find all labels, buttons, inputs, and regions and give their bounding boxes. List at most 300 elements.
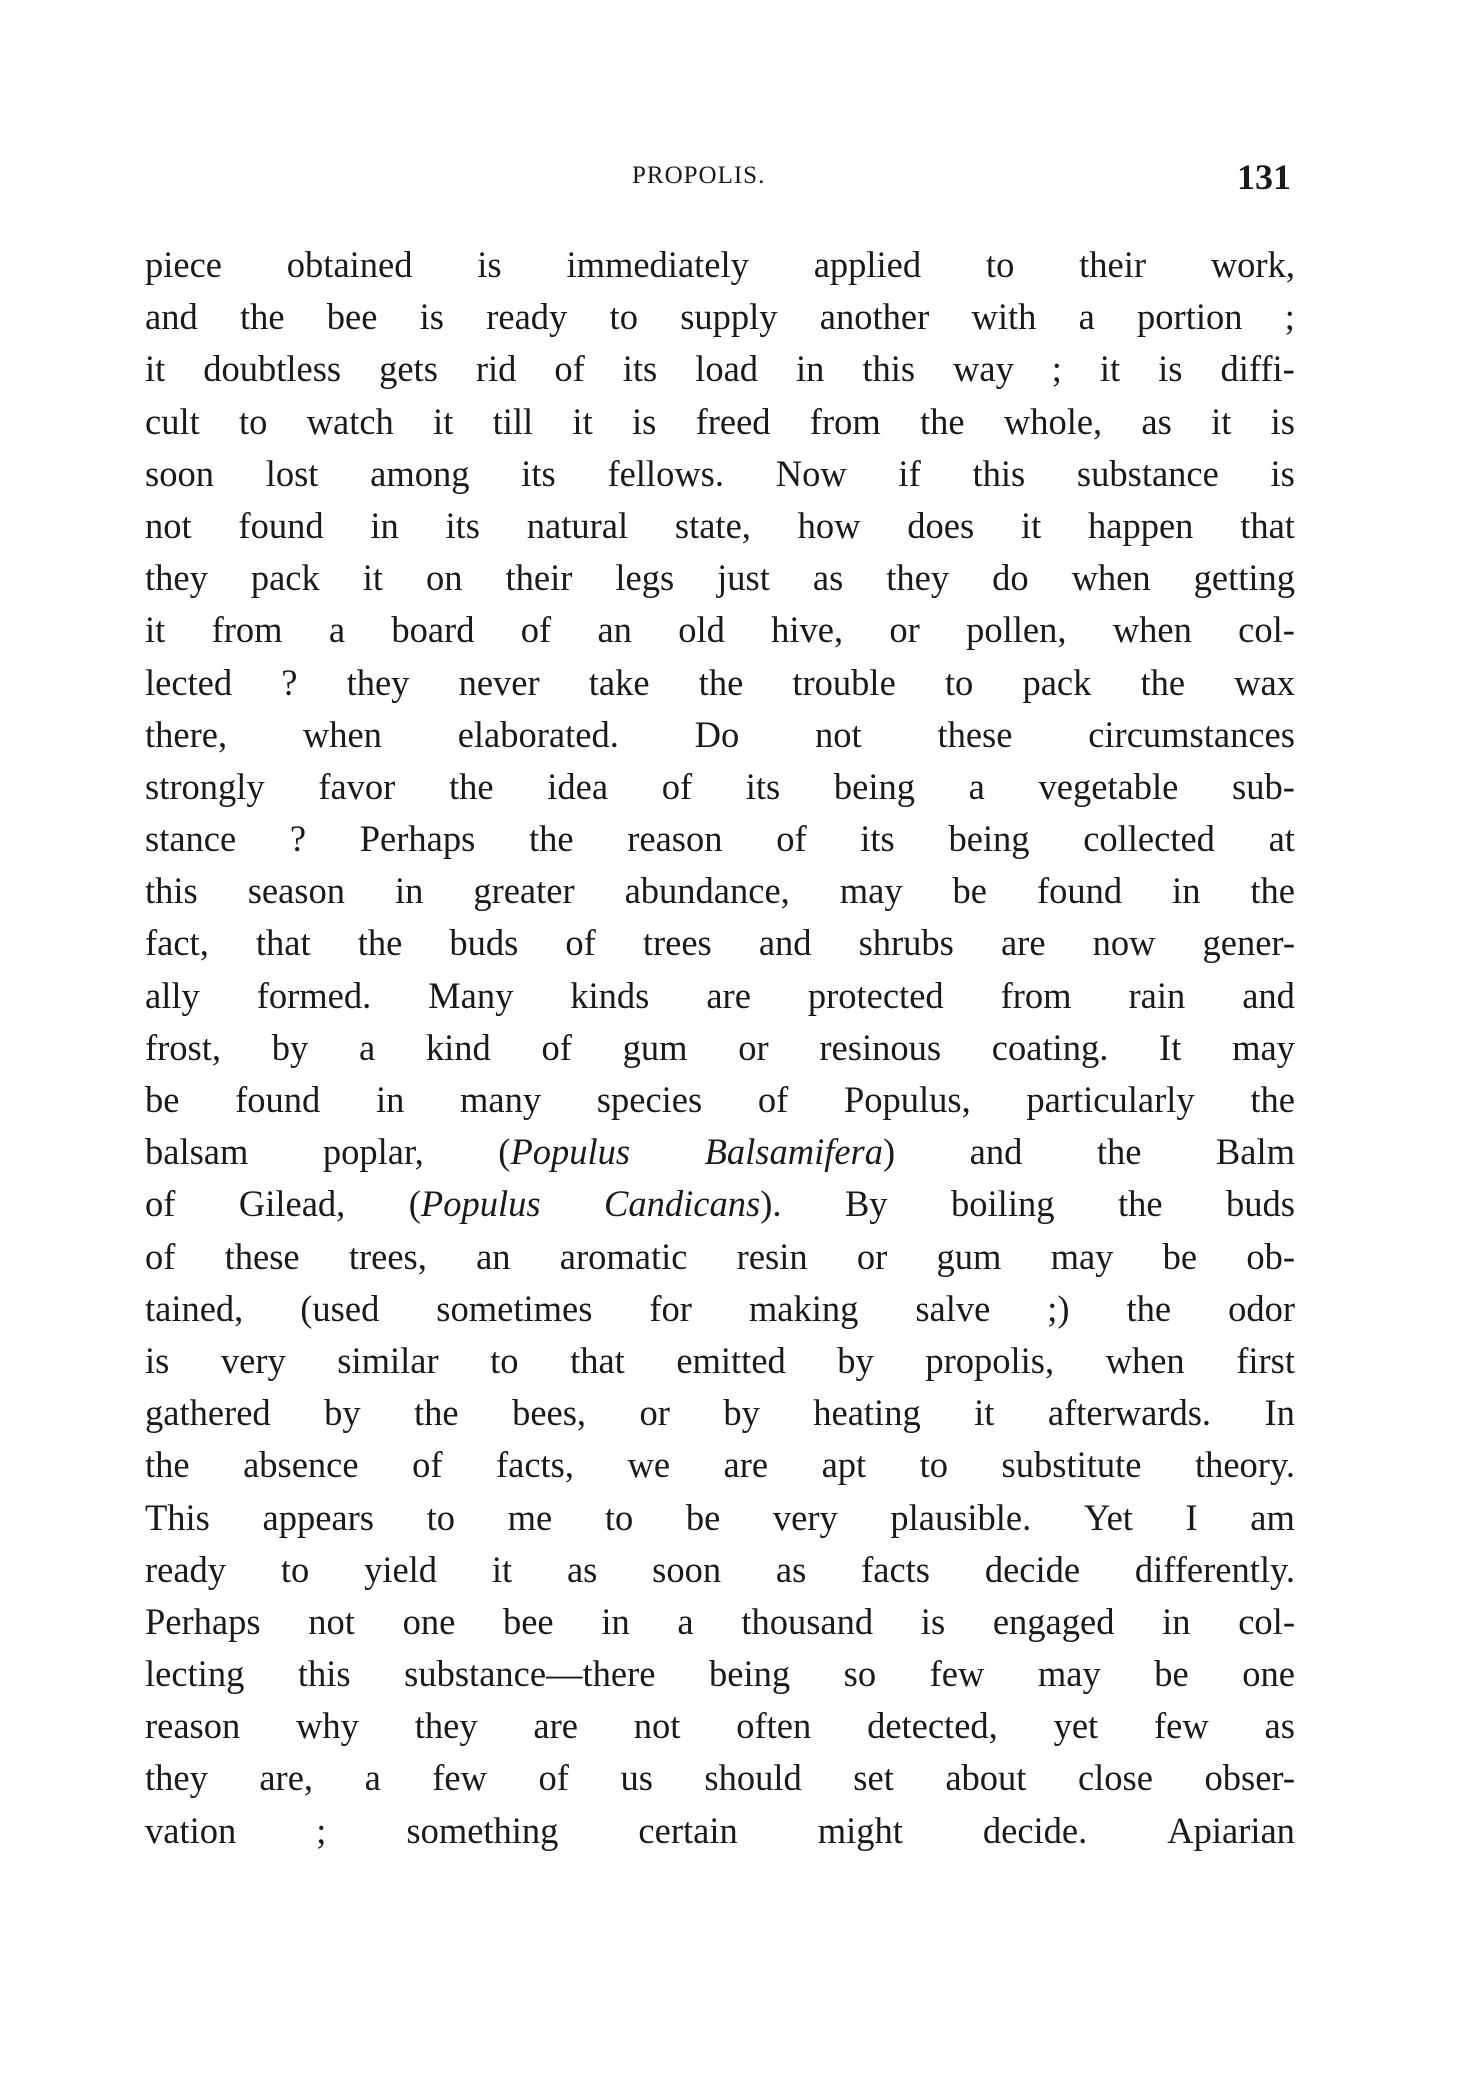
word [428, 973, 513, 1025]
word [359, 1025, 375, 1077]
word [605, 1495, 633, 1547]
text: absence [243, 1444, 359, 1486]
page-number: 131 [1237, 157, 1291, 197]
text: a [1078, 296, 1095, 338]
text: strongly [145, 765, 265, 807]
text-line [145, 451, 1295, 503]
text: shrubs [858, 922, 954, 964]
word [145, 1703, 240, 1755]
text-line [145, 607, 1295, 659]
word [953, 868, 987, 920]
text: to [944, 661, 974, 703]
word [1242, 973, 1295, 1025]
word [496, 1442, 574, 1494]
word [145, 1495, 210, 1547]
text-line [145, 1077, 1295, 1129]
word [542, 1025, 572, 1077]
word [705, 1129, 896, 1181]
text: it [362, 557, 384, 599]
text: very [772, 1496, 838, 1538]
text: season [247, 870, 346, 912]
text: Many [428, 974, 514, 1016]
word [508, 1495, 553, 1547]
word [1242, 1651, 1295, 1703]
text: by [324, 1392, 361, 1434]
text: pollen, [966, 609, 1067, 651]
word [498, 1129, 630, 1181]
text-line [145, 1338, 1295, 1390]
text-line [145, 1181, 1295, 1233]
text: whole, [1003, 400, 1103, 442]
text: this [297, 1653, 351, 1695]
word [426, 1025, 491, 1077]
text: as [775, 1548, 807, 1590]
word [404, 1651, 655, 1703]
text: plausible. [890, 1496, 1032, 1538]
text: from [809, 400, 881, 442]
text: thousand [741, 1600, 874, 1642]
word [257, 973, 372, 1025]
word [695, 346, 758, 398]
text: or [856, 1235, 888, 1277]
text: Balm [1215, 1131, 1295, 1173]
word [638, 1808, 737, 1860]
text: work, [1210, 244, 1295, 285]
text: in [394, 870, 424, 912]
text: to [604, 1496, 634, 1538]
word [486, 294, 567, 346]
text: reason [627, 818, 723, 860]
text: of [520, 609, 552, 651]
word [717, 555, 770, 607]
word [662, 764, 692, 816]
word [1093, 920, 1156, 972]
text: me [507, 1496, 553, 1538]
text: lost [265, 452, 319, 494]
text: frost, [145, 1026, 222, 1068]
word [1137, 294, 1242, 346]
text: pack [250, 557, 320, 599]
word [862, 346, 915, 398]
text: gathered [145, 1392, 271, 1434]
word [1232, 1025, 1295, 1077]
word [420, 294, 444, 346]
text: it [1099, 348, 1121, 390]
word [460, 1077, 541, 1129]
text: propolis, [925, 1339, 1055, 1381]
text: supply [680, 296, 778, 338]
word [235, 1077, 320, 1129]
word [459, 660, 540, 712]
word [813, 555, 843, 607]
word [986, 242, 1014, 294]
word [572, 399, 592, 451]
text: being [709, 1653, 791, 1695]
text: very [220, 1339, 286, 1381]
word [844, 1651, 876, 1703]
text: be [145, 1079, 180, 1120]
word [792, 660, 895, 712]
text: if [898, 452, 921, 494]
word [1038, 1651, 1101, 1703]
text: Yet [1083, 1496, 1133, 1538]
text: facts [861, 1548, 931, 1590]
text: of [565, 922, 596, 964]
text: doubtless [203, 348, 342, 390]
text: to [238, 400, 268, 442]
word [145, 660, 232, 712]
text: sub- [1232, 765, 1295, 807]
text: its [745, 765, 781, 807]
text: tained, [145, 1287, 244, 1329]
text: portion [1137, 296, 1243, 338]
word [1079, 242, 1146, 294]
word [1140, 660, 1185, 712]
text-line [145, 1286, 1295, 1338]
word [649, 1286, 692, 1338]
text: soon [145, 452, 214, 494]
text: (used [300, 1287, 380, 1329]
text: that [570, 1339, 625, 1381]
text: gets [379, 348, 438, 390]
text-line [145, 816, 1295, 868]
text: engaged [992, 1600, 1115, 1642]
word [1047, 1286, 1069, 1338]
text: This [145, 1496, 210, 1538]
text: formed. [256, 974, 372, 1016]
word [1154, 1703, 1209, 1755]
word [324, 1390, 361, 1442]
word [256, 920, 311, 972]
text: the [528, 818, 574, 860]
text: ready [145, 1548, 227, 1590]
text: on [426, 557, 463, 599]
word [724, 1442, 769, 1494]
text: gum [622, 1026, 688, 1068]
word [857, 1234, 887, 1286]
text: might [817, 1809, 903, 1851]
text: protected [807, 974, 944, 1016]
word [287, 242, 413, 294]
text-line [145, 1234, 1295, 1286]
word [1195, 1442, 1295, 1494]
text: by [723, 1392, 760, 1434]
text: Apiarian [1167, 1809, 1295, 1851]
text: am [1250, 1496, 1295, 1538]
text: watch [306, 400, 394, 442]
word [145, 973, 200, 1025]
text: as [566, 1548, 598, 1590]
text: does [907, 504, 975, 546]
word [298, 1651, 351, 1703]
text: obtained [286, 244, 413, 285]
word [898, 451, 920, 503]
text-line [145, 294, 1295, 346]
word [771, 607, 843, 659]
word [503, 1599, 554, 1651]
word [886, 555, 949, 607]
text: particularly [1026, 1079, 1195, 1120]
word [1048, 1390, 1211, 1442]
word [415, 1703, 478, 1755]
text: just [717, 557, 770, 599]
word [808, 973, 944, 1025]
word [1072, 555, 1151, 607]
word [1158, 346, 1182, 398]
word [145, 607, 165, 659]
text: this [862, 348, 916, 390]
text: substitute [1001, 1444, 1142, 1486]
text: not [145, 504, 192, 546]
word [813, 1390, 920, 1442]
text: with [971, 296, 1037, 338]
word [1204, 1755, 1294, 1807]
text: another [819, 296, 930, 338]
word [376, 1077, 404, 1129]
word [307, 399, 394, 451]
word [145, 1599, 261, 1651]
text: resinous [819, 1026, 942, 1068]
text: us [620, 1757, 653, 1799]
word [539, 1755, 569, 1807]
text: legs [615, 557, 675, 599]
word [709, 1651, 790, 1703]
word [1129, 973, 1186, 1025]
word [477, 242, 501, 294]
word [920, 1442, 948, 1494]
word [529, 816, 574, 868]
word [945, 1755, 1026, 1807]
text: trees [642, 922, 712, 964]
text: circumstances [1088, 713, 1295, 755]
word [776, 1547, 806, 1599]
word [859, 920, 954, 972]
text: is [920, 1600, 946, 1642]
text: may [1037, 1653, 1101, 1695]
word [776, 451, 847, 503]
word [845, 1181, 888, 1233]
word [1135, 1547, 1295, 1599]
text: boiling [951, 1183, 1055, 1225]
text: old [678, 609, 725, 651]
text: ally [145, 974, 200, 1016]
text: the [1096, 1131, 1142, 1173]
word [365, 1755, 381, 1807]
word [920, 399, 965, 451]
text: as [812, 557, 844, 599]
word [145, 503, 192, 555]
text: buds [449, 922, 519, 964]
word [490, 1338, 518, 1390]
text: ( [408, 1183, 421, 1225]
text: detected, [867, 1705, 998, 1747]
word [1079, 294, 1095, 346]
word [969, 764, 985, 816]
text: fellows. [607, 452, 725, 494]
text: cult [145, 400, 200, 442]
word [1021, 503, 1041, 555]
word [1127, 1286, 1172, 1338]
text: bee [326, 296, 378, 338]
word [281, 1547, 309, 1599]
text: It [1159, 1026, 1182, 1068]
text: theory. [1194, 1444, 1295, 1486]
text: by [837, 1339, 874, 1381]
word [741, 1599, 873, 1651]
word [1141, 399, 1171, 451]
word [395, 868, 423, 920]
text: they [145, 1757, 208, 1799]
word [1271, 399, 1295, 451]
text: the [698, 661, 744, 703]
text: decide [984, 1548, 1081, 1590]
text: gener- [1202, 922, 1295, 964]
word [867, 1703, 998, 1755]
word [1163, 1234, 1197, 1286]
word [759, 920, 812, 972]
word [1220, 346, 1294, 398]
text: rain [1128, 974, 1186, 1016]
word [323, 1129, 424, 1181]
word [597, 1077, 702, 1129]
text: or [738, 1026, 769, 1068]
word [570, 973, 649, 1025]
italic-text: Populus [420, 1183, 541, 1225]
text: In [1264, 1392, 1295, 1434]
word [240, 294, 285, 346]
text: stance [145, 818, 237, 860]
word [971, 294, 1036, 346]
text: few [432, 1757, 487, 1799]
text: not [633, 1705, 681, 1747]
word [907, 503, 974, 555]
word [623, 1025, 688, 1077]
word [1051, 1234, 1114, 1286]
text: how [797, 504, 861, 546]
word [427, 1495, 455, 1547]
word [360, 816, 476, 868]
word [329, 607, 345, 659]
word [1211, 399, 1231, 451]
word [819, 1025, 941, 1077]
text: its [860, 818, 895, 860]
text: poplar, [322, 1131, 424, 1173]
word [1088, 503, 1193, 555]
text: coating. [991, 1026, 1109, 1068]
running-head: PROPOLIS. [632, 162, 766, 189]
text-line [145, 503, 1295, 555]
word [527, 503, 628, 555]
text-line [145, 242, 1295, 294]
word [676, 1338, 785, 1390]
word [686, 1495, 720, 1547]
word [1194, 555, 1295, 607]
word [391, 607, 474, 659]
word [607, 451, 724, 503]
text: till [492, 400, 534, 442]
text: appears [262, 1496, 374, 1538]
word [272, 1025, 309, 1077]
text: applied [813, 244, 922, 285]
word [1203, 920, 1295, 972]
word [1234, 660, 1295, 712]
word [1172, 868, 1200, 920]
word [723, 1390, 760, 1442]
word [406, 1808, 558, 1860]
word [565, 920, 595, 972]
text: close [1077, 1757, 1153, 1799]
text: it [145, 609, 166, 651]
text-line [145, 764, 1295, 816]
word [625, 868, 790, 920]
word [680, 294, 777, 346]
text: sometimes [436, 1287, 593, 1329]
text: the [1126, 1287, 1172, 1329]
word [560, 1234, 688, 1286]
text: found [238, 504, 324, 546]
text-line [145, 1599, 1295, 1651]
text: yet [1053, 1705, 1099, 1747]
word [145, 1755, 208, 1807]
text: the [239, 296, 285, 338]
word [145, 1286, 243, 1338]
text: now [1092, 922, 1156, 964]
text: similar [337, 1339, 439, 1381]
word [1077, 451, 1219, 503]
word [815, 712, 862, 764]
word [810, 399, 881, 451]
text: to [426, 1496, 455, 1538]
word [1001, 973, 1072, 1025]
word [620, 1755, 652, 1807]
text-line [145, 1495, 1295, 1547]
text: Now [775, 452, 847, 494]
text: from [211, 609, 283, 651]
text: of [412, 1444, 443, 1486]
word [403, 1599, 456, 1651]
word [505, 555, 572, 607]
word [936, 1234, 1001, 1286]
text: diffi- [1220, 348, 1295, 390]
text: or [889, 609, 920, 651]
text: kinds [570, 974, 650, 1016]
word [746, 764, 781, 816]
text: and [969, 1131, 1023, 1173]
word [458, 712, 619, 764]
text: ready [486, 296, 568, 338]
text: of [757, 1079, 789, 1120]
word [567, 1547, 597, 1599]
word [1250, 1495, 1295, 1547]
text: ;) [1047, 1287, 1070, 1329]
text: first [1236, 1339, 1295, 1381]
text: as [1141, 400, 1172, 442]
text: differently. [1134, 1548, 1295, 1590]
text: it [572, 400, 593, 442]
text: the [920, 400, 965, 442]
body-text [145, 242, 1295, 1860]
text: to [609, 296, 638, 338]
word [554, 346, 584, 398]
text: board [391, 609, 475, 651]
text: of [145, 1183, 176, 1225]
text: to [280, 1548, 310, 1590]
text: heating [813, 1392, 921, 1434]
text: being [833, 765, 915, 807]
word [677, 1599, 693, 1651]
text-line [145, 1808, 1295, 1860]
text: in [370, 504, 399, 546]
